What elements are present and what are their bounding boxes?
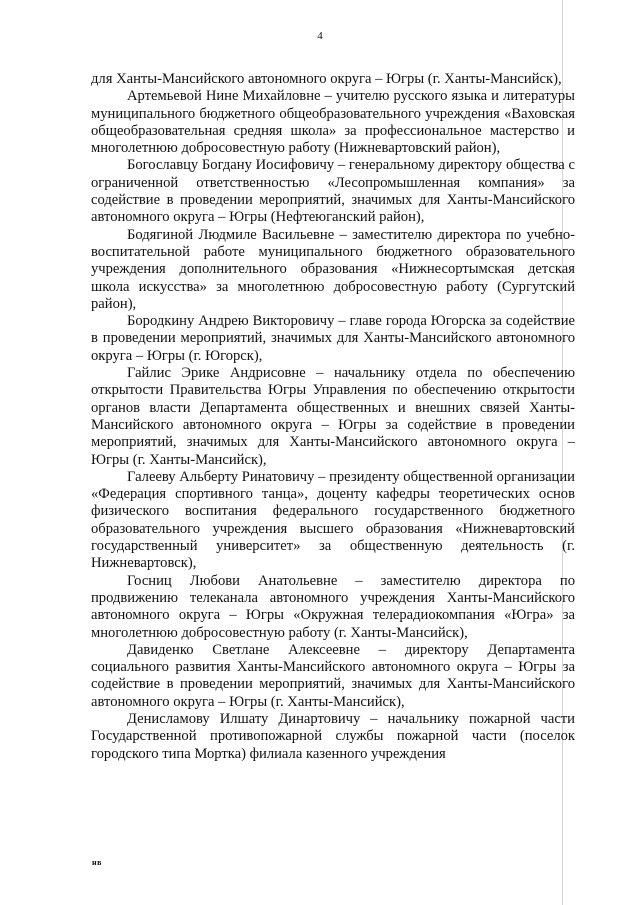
paragraph-artemeva: Артемьевой Нине Михайловне – учителю русского языка и литературы муниципального бюджетного общеобразовательного учреждения «Ваховская общеобразовательная средняя школа» за профессиональное мастерство и многолетнюю добросовестную работу (Нижневартовский район), <box>91 88 575 157</box>
paragraph-gosnits: Госниц Любови Анатольевне – заместителю директора по продвижению телеканала автономного учреждения Ханты-Мансийского автономного округа – Югры «Окружная телерадиокомпания «Югра» за многолетнюю добросовестную работу (г. Ханты-Мансийск), <box>91 572 575 641</box>
paragraph-denislamov: Денисламову Илшату Динартовичу – начальнику пожарной части Государственной противопожарной службы пожарной части (поселок городского типа Мортка) филиала казенного учреждения <box>91 710 575 762</box>
footer-initials: нв <box>92 858 102 867</box>
paragraph-davidenko: Давиденко Светлане Алексеевне – директору Департамента социального развития Ханты-Мансийского автономного округа – Югры за содействие в проведении мероприятий, значимых для Ханты-Мансийского автономного округа – Югры (г. Ханты-Мансийск), <box>91 641 575 710</box>
paragraph-galeev: Галееву Альберту Ринатовичу – президенту общественной организации «Федерация спортивного танца», доценту кафедры теоретических основ физического воспитания федерального государственного бюджетного образовательного учреждения высшего образования «Нижневартовский государственный университет» за общественную деятельность (г. Нижневартовск), <box>91 468 575 572</box>
page-number: 4 <box>317 30 323 42</box>
paragraph-gaylis: Гайлис Эрике Андрисовне – начальнику отдела по обеспечению открытости Правительства Югры Управления по обеспечению открытости органов власти Департамента общественных и внешних связей Ханты-Мансийского автономного округа – Югры за содействие в проведении мероприятий, значимых для Ханты-Мансийского автономного округа – Югры (г. Ханты-Мансийск), <box>91 365 575 468</box>
paragraph-bodyagina: Бодягиной Людмиле Васильевне – заместителю директора по учебно-воспитательной работе муниципального бюджетного образовательного учреждения дополнительного образования «Нижнесортымская детская школа искусства» за многолетнюю добросовестную работу (Сургутский район), <box>91 226 575 312</box>
paragraph-borodkin: Бородкину Андрею Викторовичу – главе города Югорска за содействие в проведении мероприятий, значимых для Ханты-Мансийского автономного округа – Югры (г. Югорск), <box>91 313 575 364</box>
paragraph-continuation: для Ханты-Мансийского автономного округа – Югры (г. Ханты-Мансийск), <box>91 71 562 87</box>
document-body <box>91 71 575 763</box>
paragraph-boguslavets: Богославцу Богдану Иосифовичу – генеральному директору общества с ограниченной ответственностью «Лесопромышленная компания» за содействие в проведении мероприятий, значимых для Ханты-Мансийского автономного округа – Югры (Нефтеюганский район), <box>91 157 575 226</box>
